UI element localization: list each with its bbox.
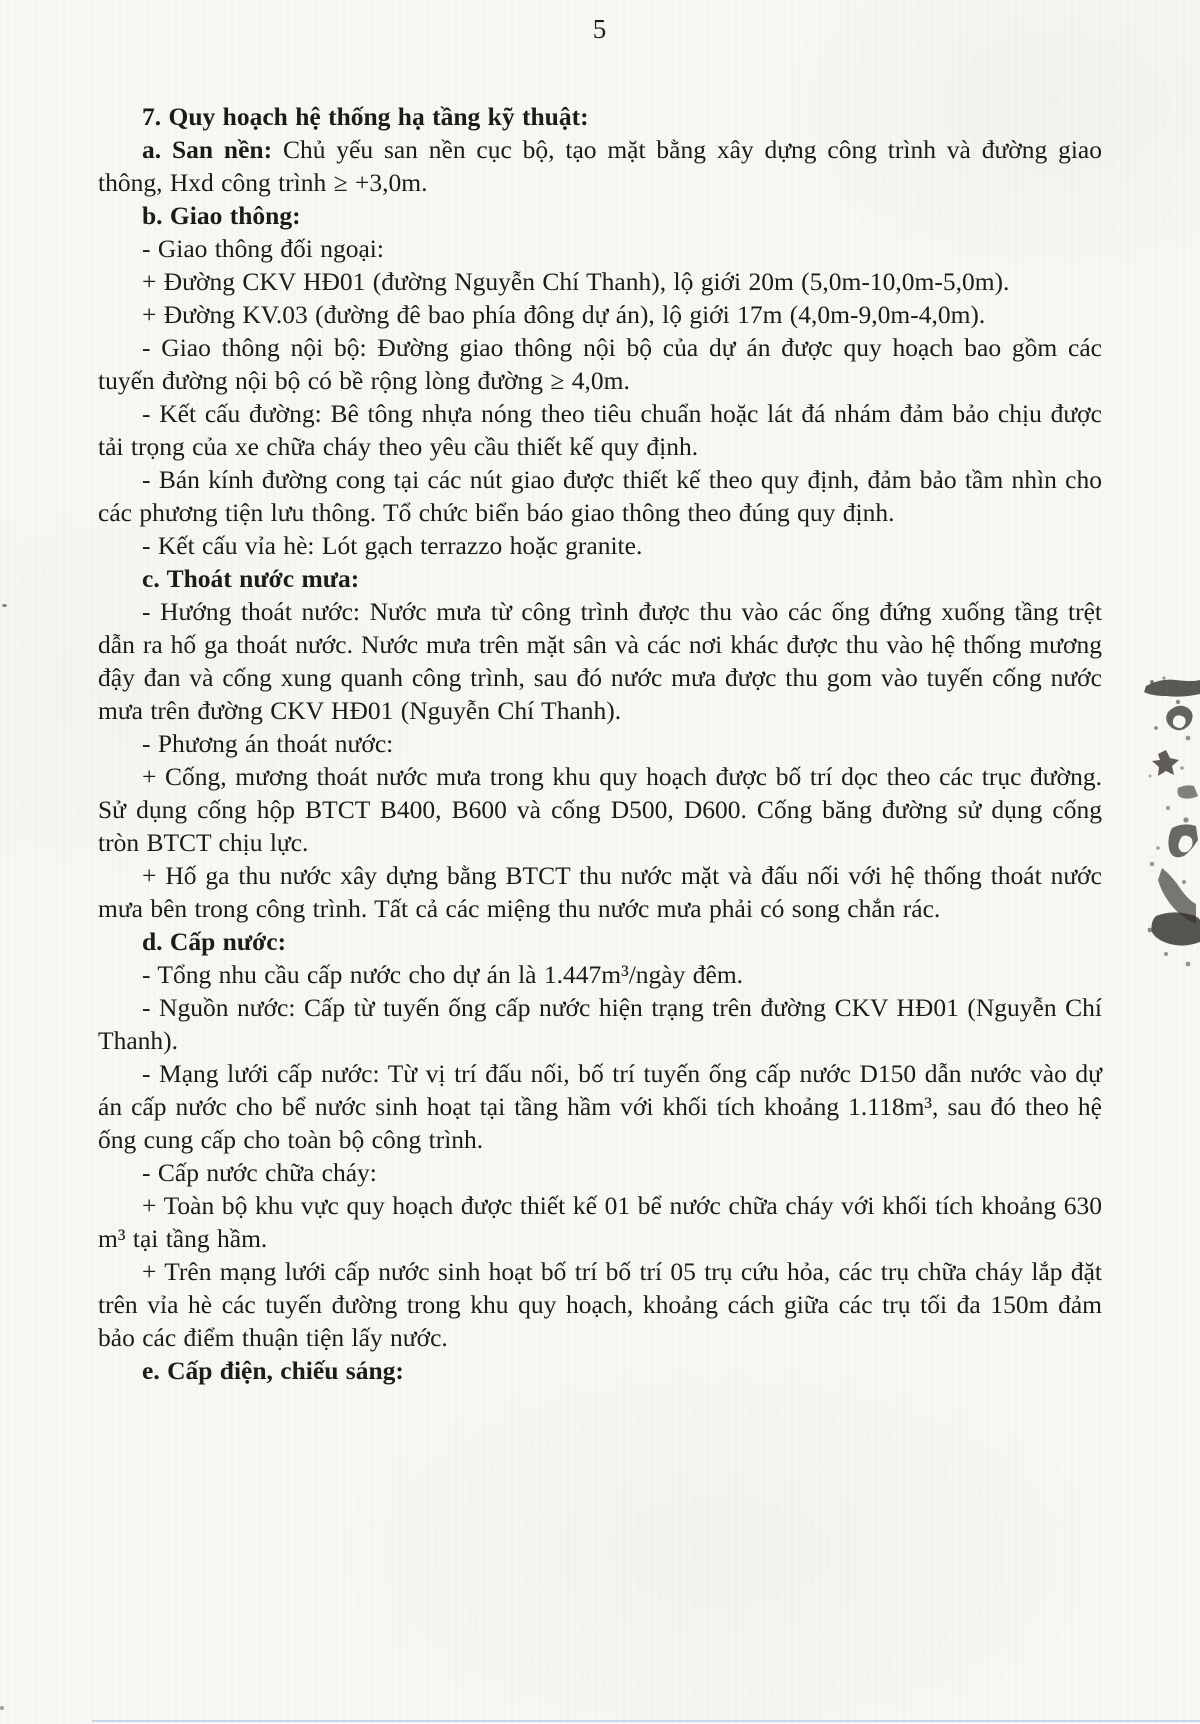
paragraph: a. San nền: Chủ yếu san nền cục bộ, tạo mặt bằng xây dựng công trình và đường giao thông, Hxd công trình ≥ +3,0m. xyxy=(98,135,1102,197)
section-heading: b. Giao thông: xyxy=(142,201,301,230)
paragraph: - Hướng thoát nước: Nước mưa từ công trình được thu vào các ống đứng xuống tầng trệt dẫn ra hố ga thoát nước. Nước mưa trên mặt sân và các nơi khác được thu vào hệ thống mương đậy đan và cống xung quanh công trình, sau đó nước mưa được thu gom vào tuyến cống nước mưa trên đường CKV HĐ01 (Nguyễn Chí Thanh). xyxy=(98,597,1102,725)
paragraph: + Cống, mương thoát nước mưa trong khu quy hoạch được bố trí dọc theo các trục đường. Sử dụng cống hộp BTCT B400, B600 và cống D500, D600. Cống băng đường sử dụng cống tròn BTCT chịu lực. xyxy=(98,762,1102,857)
paragraph: - Tổng nhu cầu cấp nước cho dự án là 1.447m³/ngày đêm. xyxy=(142,960,744,989)
section-heading: 7. Quy hoạch hệ thống hạ tầng kỹ thuật: xyxy=(142,102,589,131)
ink-stain xyxy=(1138,668,1200,978)
paragraph: + Đường CKV HĐ01 (đường Nguyễn Chí Thanh), lộ giới 20m (5,0m-10,0m-5,0m). xyxy=(142,267,1010,296)
paragraph: - Kết cấu đường: Bê tông nhựa nóng theo tiêu chuẩn hoặc lát đá nhám đảm bảo chịu được tải trọng của xe chữa cháy theo yêu cầu thiết kế quy định. xyxy=(98,399,1102,461)
scan-artifact-line xyxy=(92,1720,1200,1722)
paragraph: - Kết cấu vỉa hè: Lót gạch terrazzo hoặc granite. xyxy=(142,531,643,560)
paragraph: + Đường KV.03 (đường đê bao phía đông dự án), lộ giới 17m (4,0m-9,0m-4,0m). xyxy=(142,300,986,329)
paragraph: - Bán kính đường cong tại các nút giao được thiết kế theo quy định, đảm bảo tầm nhìn cho các phương tiện lưu thông. Tổ chức biển báo giao thông theo đúng quy định. xyxy=(98,465,1102,527)
paragraph: - Nguồn nước: Cấp từ tuyến ống cấp nước hiện trạng trên đường CKV HĐ01 (Nguyễn Chí Thanh). xyxy=(98,993,1102,1055)
section-heading: e. Cấp điện, chiếu sáng: xyxy=(142,1356,404,1385)
paragraph: + Toàn bộ khu vực quy hoạch được thiết kế 01 bể nước chữa cháy với khối tích khoảng 630 m³ tại tầng hầm. xyxy=(98,1191,1102,1253)
section-heading: c. Thoát nước mưa: xyxy=(142,564,360,593)
paragraph: + Hố ga thu nước xây dựng bằng BTCT thu nước mặt và đấu nối với hệ thống thoát nước mưa bên trong công trình. Tất cả các miệng thu nước mưa phải có song chắn rác. xyxy=(98,861,1102,923)
paragraph: - Phương án thoát nước: xyxy=(142,729,394,758)
paragraph: - Mạng lưới cấp nước: Từ vị trí đấu nối, bố trí tuyến ống cấp nước D150 dẫn nước vào dự án cấp nước cho bể nước sinh hoạt tại tầng hầm với khối tích khoảng 1.118m³, sau đó theo hệ ống cung cấp cho toàn bộ công trình. xyxy=(98,1059,1102,1154)
scan-speck xyxy=(2,604,7,607)
paragraph: - Giao thông nội bộ: Đường giao thông nội bộ của dự án được quy hoạch bao gồm các tuyến đường nội bộ có bề rộng lòng đường ≥ 4,0m. xyxy=(98,333,1102,395)
page-number: 5 xyxy=(592,14,608,44)
section-heading: d. Cấp nước: xyxy=(142,927,287,956)
document-body xyxy=(98,100,1102,1387)
paragraph: - Cấp nước chữa cháy: xyxy=(142,1158,377,1187)
paragraph: - Giao thông đối ngoại: xyxy=(142,234,384,263)
scan-speck xyxy=(0,1706,4,1710)
paragraph: + Trên mạng lưới cấp nước sinh hoạt bố trí bố trí 05 trụ cứu hỏa, các trụ chữa cháy lắp đặt trên vỉa hè các tuyến đường trong khu quy hoạch, khoảng cách giữa các trụ tối đa 150m đảm bảo các điểm thuận tiện lấy nước. xyxy=(98,1257,1102,1352)
